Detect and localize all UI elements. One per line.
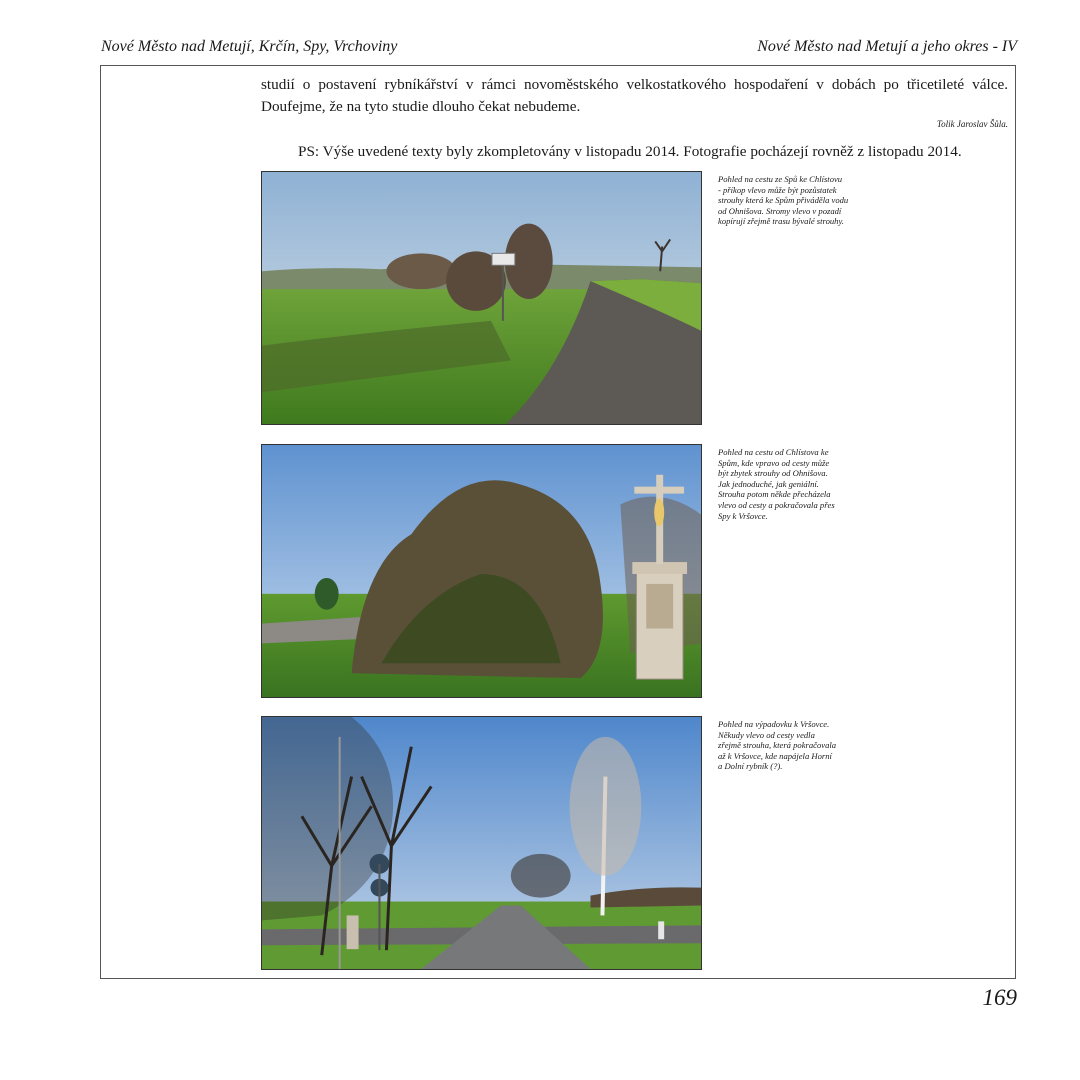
page-number: 169 — [982, 985, 1017, 1010]
caption-line: Pohled na výpadovku k Vršovce. — [718, 719, 830, 729]
caption-line: strouhy která ke Spům přiváděla vodu — [718, 195, 849, 206]
caption-line: Pohled na cestu od Chlístova ke — [718, 447, 829, 457]
caption-line: být zbytek strouhy od Ohnišova. — [718, 468, 828, 479]
photo-road-vrsovka — [261, 716, 702, 970]
caption-line: Pohled na cestu ze Spů ke Chlístovu — [718, 174, 843, 184]
caption-line: Spům, kde vpravo od cesty může — [718, 457, 830, 468]
postscript: PS: Výše uvedené texty byly zkompletovány v listopadu 2014. Fotografie pocházejí rovněž z listopadu 2014. — [298, 143, 962, 160]
caption-line: od Ohnišova. Stromy vlevo v pozadí — [718, 205, 842, 216]
caption-line: vlevo od cesty a pokračovala přes — [718, 499, 835, 510]
photo-crucifix — [261, 444, 702, 698]
caption-line: Jak jednoduché, jak geniální. — [718, 478, 819, 489]
photo-road-ditch — [261, 171, 702, 425]
running-header-left: Nové Město nad Metují, Krčín, Spy, Vrchoviny — [101, 38, 398, 55]
caption-line: a Dolní rybník (?). — [718, 761, 783, 772]
caption-line: Spy k Vršovce. — [718, 510, 768, 521]
caption-line: Strouha potom někde přecházela — [718, 489, 831, 500]
photo-caption-2 — [718, 447, 878, 521]
caption-line: zřejmě strouha, která pokračovala — [718, 740, 837, 751]
caption-line: až k Vršovce, kde napájela Horní — [718, 750, 832, 761]
photo-caption-3 — [718, 719, 878, 772]
running-header-right: Nové Město nad Metují a jeho okres - IV — [757, 38, 1017, 55]
caption-line: - příkop vlevo může být pozůstatek — [718, 184, 837, 195]
photo-caption-1 — [718, 174, 878, 227]
caption-line: kopírují zřejmě trasu bývalé strouhy. — [718, 216, 844, 227]
caption-line: Někudy vlevo od cesty vedla — [718, 729, 815, 740]
body-paragraph: studií o postavení rybníkářství v rámci novoměstského velkostatkového hospodaření v dobách po třicetileté válce. Doufejme, že na tyto studie dlouho čekat nebudeme. — [261, 76, 1008, 115]
author-signature: Tolik Jaroslav Šůla. — [936, 119, 1008, 129]
